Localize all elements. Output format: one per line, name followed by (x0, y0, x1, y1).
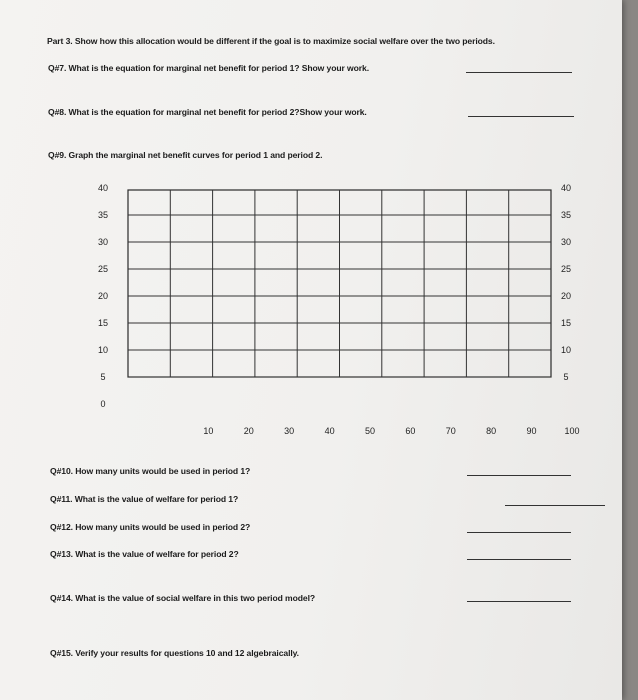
y-tick-left: 25 (97, 264, 109, 274)
y-tick-right: 40 (560, 183, 572, 193)
x-tick: 50 (364, 426, 375, 436)
question-7: Q#7. What is the equation for marginal net benefit for period 1? Show your work. (48, 63, 369, 73)
question-9: Q#9. Graph the marginal net benefit curves for period 1 and period 2. (48, 150, 323, 160)
y-tick-right: 20 (560, 291, 572, 301)
question-10: Q#10. How many units would be used in period 1? (50, 466, 251, 476)
x-tick: 40 (324, 426, 335, 436)
question-12: Q#12. How many units would be used in period 2? (50, 522, 251, 532)
x-tick: 90 (526, 426, 537, 436)
x-tick: 60 (405, 426, 416, 436)
answer-line-q14[interactable] (467, 601, 571, 602)
y-tick-left: 10 (97, 345, 109, 355)
answer-line-q12[interactable] (467, 532, 571, 533)
graph-grid (128, 190, 551, 377)
y-tick-right: 5 (563, 372, 569, 382)
x-tick: 30 (284, 426, 295, 436)
x-tick: 70 (445, 426, 456, 436)
x-tick: 100 (564, 426, 580, 436)
question-13: Q#13. What is the value of welfare for period 2? (50, 549, 239, 559)
y-tick-right: 30 (560, 237, 572, 247)
answer-line-q13[interactable] (467, 559, 571, 560)
y-tick-left: 0 (100, 399, 106, 409)
y-tick-right: 35 (560, 210, 572, 220)
question-15: Q#15. Verify your results for questions 10 and 12 algebraically. (50, 648, 299, 658)
y-axis-left-ticks (98, 183, 108, 409)
x-tick: 80 (486, 426, 497, 436)
part-label: Part 3. (47, 36, 73, 46)
y-tick-left: 35 (97, 210, 109, 220)
y-axis-right-ticks (561, 183, 571, 382)
y-tick-left: 20 (97, 291, 109, 301)
x-tick: 10 (203, 426, 214, 436)
x-tick: 20 (243, 426, 254, 436)
y-tick-left: 30 (97, 237, 109, 247)
y-tick-left: 5 (100, 372, 106, 382)
x-axis-ticks (203, 426, 579, 436)
y-tick-right: 25 (560, 264, 572, 274)
y-tick-left: 15 (97, 318, 109, 328)
y-tick-right: 15 (560, 318, 572, 328)
question-11: Q#11. What is the value of welfare for period 1? (50, 494, 239, 504)
question-14: Q#14. What is the value of social welfare in this two period model? (50, 593, 316, 603)
part-text: Show how this allocation would be different if the goal is to maximize social welfare over the two periods. (74, 36, 495, 46)
question-8: Q#8. What is the equation for marginal net benefit for period 2?Show your work. (48, 107, 367, 117)
y-tick-left: 40 (97, 183, 109, 193)
answer-line-q11[interactable] (505, 505, 605, 506)
answer-line-q10[interactable] (467, 475, 571, 476)
y-tick-right: 10 (560, 345, 572, 355)
